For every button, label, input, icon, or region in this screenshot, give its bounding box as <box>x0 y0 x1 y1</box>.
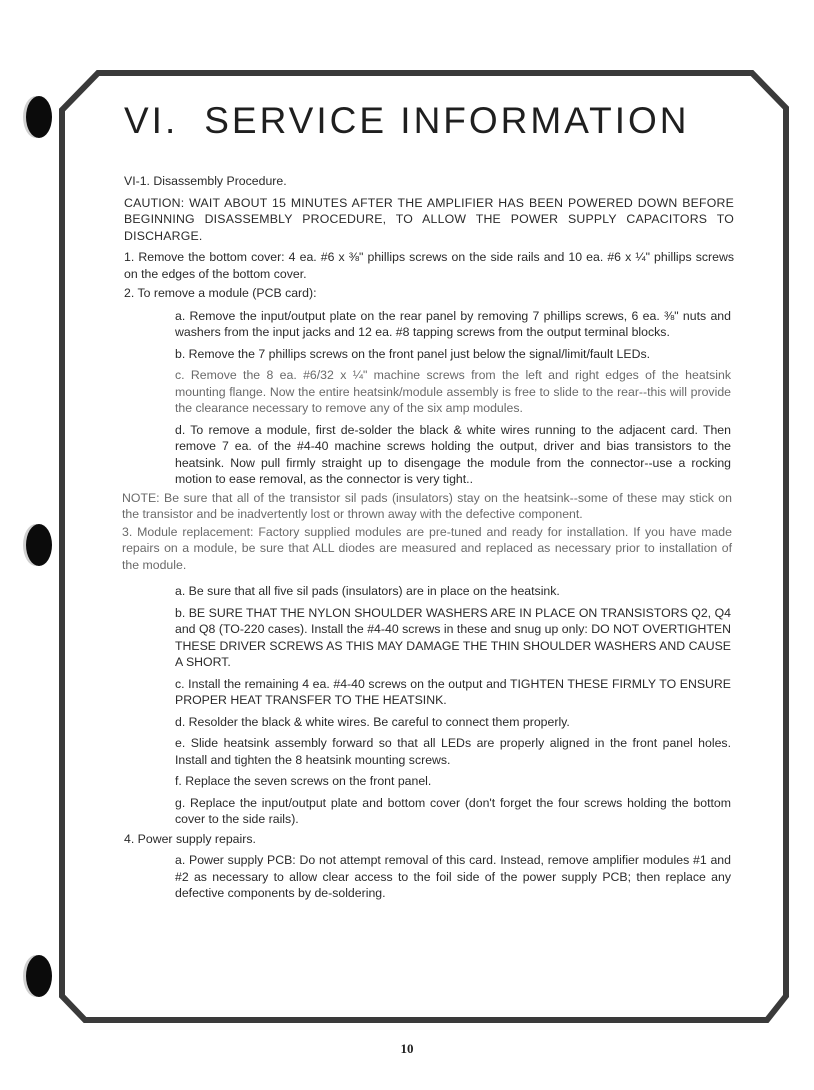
section-title: SERVICE INFORMATION <box>204 100 690 141</box>
step-2b: b. Remove the 7 phillips screws on the front panel just below the signal/limit/fault LEDs. <box>175 346 651 361</box>
content-body <box>124 173 734 907</box>
step-3a: a. Be sure that all five sil pads (insulators) are in place on the heatsink. <box>175 584 560 598</box>
step-3c: c. Install the remaining 4 ea. #4-40 screws on the output and TIGHTEN THESE FIRMLY TO ENSURE PROPER HEAT TRANSFER TO THE HEATSINK. <box>175 676 731 707</box>
step-4-heading: 4. Power supply repairs. <box>124 831 256 846</box>
section-number: VI. <box>124 100 179 141</box>
step-3-heading: 3. Module replacement: Factory supplied modules are pre-tuned and ready for installation. If you have made repairs on a module, be sure that ALL diodes are measured and replaced as necessary prior to installation of the module. <box>122 524 732 572</box>
step-3g: g. Replace the input/output plate and bottom cover (don't forget the four screws holding the bottom cover to the side rails). <box>175 795 731 826</box>
step-3d: d. Resolder the black & white wires. Be careful to connect them properly. <box>175 714 570 729</box>
binder-hole-middle <box>26 524 52 566</box>
step-4a: a. Power supply PCB: Do not attempt removal of this card. Instead, remove amplifier modules #1 and #2 as necessary to allow clear access to the foil side of the power supply PCB; then replace any defective components by de-soldering. <box>175 853 731 900</box>
step-1: 1. Remove the bottom cover: 4 ea. #6 x ⅜" phillips screws on the side rails and 10 ea. #6 x ¼" phillips screws on the edges of the bottom cover. <box>124 250 734 281</box>
caution-paragraph: CAUTION: WAIT ABOUT 15 MINUTES AFTER THE AMPLIFIER HAS BEEN POWERED DOWN BEFORE BEGINNING DISASSEMBLY PROCEDURE, TO ALLOW THE POWER SUPPLY CAPACITORS TO DISCHARGE. <box>124 195 734 243</box>
step-3f: f. Replace the seven screws on the front panel. <box>175 774 432 788</box>
step-2d: d. To remove a module, first de-solder the black & white wires running to the adjacent card. Then remove 7 ea. of the #4-40 machine screws holding the output, driver and bias transistors to the heatsink. Now pull firmly straight up to disengage the module from the connector--use a rocking motion to ease removal, as the connector is very tight.. <box>175 422 731 486</box>
step-2a: a. Remove the input/output plate on the rear panel by removing 7 phillips screws, 6 ea. ⅜" nuts and washers from the input jacks and 12 ea. #8 tapping screws from the output terminal blocks. <box>175 308 731 339</box>
step-3e: e. Slide heatsink assembly forward so that all LEDs are properly aligned in the front panel holes. Install and tighten the 8 heatsink mounting screws. <box>175 736 731 767</box>
step-3b: b. BE SURE THAT THE NYLON SHOULDER WASHERS ARE IN PLACE ON TRANSISTORS Q2, Q4 and Q8 (TO-220 cases). Install the #4-40 screws in these and snug up only: DO NOT OVERTIGHTEN THESE DRIVER SCREWS AS THIS MAY DAMAGE THE THIN SHOULDER WASHERS AND CAUSE A SHORT. <box>175 605 731 669</box>
subsection-heading: VI-1. Disassembly Procedure. <box>124 174 287 188</box>
step-2c: c. Remove the 8 ea. #6/32 x ¼" machine screws from the left and right edges of the heatsink mounting flange. Now the entire heatsink/module assembly is free to slide to the rear--this will provide the clearance necessary to remove any of the six amp modules. <box>175 368 731 415</box>
binder-hole-top <box>26 96 52 138</box>
binder-hole-bottom <box>26 955 52 997</box>
step-2-heading: 2. To remove a module (PCB card): <box>124 286 317 300</box>
page-title <box>124 100 690 142</box>
note-paragraph: NOTE: Be sure that all of the transistor sil pads (insulators) stay on the heatsink--some of these may stick on the transistor and be inadvertently lost or thrown away with the defective component. <box>122 490 732 521</box>
page-number: 10 <box>400 1041 414 1056</box>
